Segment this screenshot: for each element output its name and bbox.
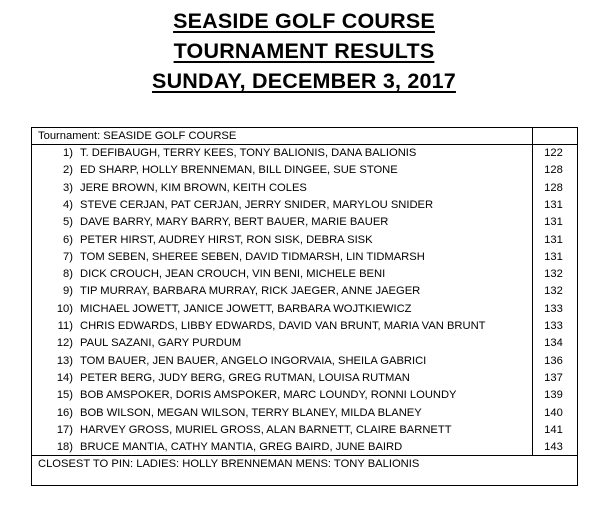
table-row	[32, 283, 577, 300]
results-heading: TOURNAMENT RESULTS	[173, 39, 435, 63]
team-names: PAUL SAZANI, GARY PURDUM	[80, 337, 242, 350]
table-row	[32, 439, 577, 456]
team-score: 137	[544, 371, 563, 384]
team-score: 136	[544, 354, 563, 367]
team-score: 131	[544, 216, 563, 229]
team-score: 131	[544, 233, 563, 246]
team-score: 132	[544, 285, 563, 298]
rank-number: 16)	[56, 406, 73, 419]
table-row	[32, 249, 577, 266]
team-names: TIP MURRAY, BARBARA MURRAY, RICK JAEGER, ANNE JAEGER	[80, 285, 421, 298]
rank-number: 7)	[63, 250, 73, 263]
team-names: CHRIS EDWARDS, LIBBY EDWARDS, DAVID VAN BRUNT, MARIA VAN BRUNT	[80, 320, 486, 332]
team-score: 122	[544, 147, 563, 159]
team-names: STEVE CERJAN, PAT CERJAN, JERRY SNIDER, MARYLOU SNIDER	[80, 198, 434, 211]
closest-to-pin-row	[32, 455, 577, 485]
rank-number: 9)	[63, 285, 73, 298]
rank-number: 5)	[63, 216, 73, 229]
table-row	[32, 353, 577, 370]
rank-number: 17)	[56, 423, 73, 436]
table-row	[32, 162, 577, 179]
document-title	[0, 6, 608, 96]
rank-number: 13)	[56, 354, 73, 367]
table-row	[32, 232, 577, 249]
table-row	[32, 145, 577, 162]
team-score: 133	[544, 302, 563, 315]
team-score: 139	[544, 389, 563, 402]
team-score: 128	[544, 181, 563, 194]
team-names: MICHAEL JOWETT, JANICE JOWETT, BARBARA WOJTKIEWICZ	[80, 302, 412, 315]
rank-number: 1)	[63, 147, 73, 159]
table-row	[32, 197, 577, 214]
table-row	[32, 422, 577, 439]
team-names: HARVEY GROSS, MURIEL GROSS, ALAN BARNETT, CLAIRE BARNETT	[80, 423, 452, 436]
tournament-label: Tournament: SEASIDE GOLF COURSE	[38, 130, 237, 142]
rank-number: 15)	[56, 389, 73, 402]
rank-number: 10)	[56, 302, 73, 315]
table-row	[32, 387, 577, 404]
team-names: T. DEFIBAUGH, TERRY KEES, TONY BALIONIS, DANA BALIONIS	[80, 147, 417, 159]
course-name-heading: SEASIDE GOLF COURSE	[173, 9, 435, 33]
rank-number: 4)	[63, 198, 73, 211]
team-score: 131	[544, 198, 563, 211]
table-row	[32, 180, 577, 197]
team-score: 133	[544, 320, 563, 332]
date-heading: SUNDAY, DECEMBER 3, 2017	[152, 69, 456, 93]
table-row	[32, 214, 577, 231]
team-score: 134	[544, 337, 563, 350]
team-score: 143	[544, 441, 563, 454]
team-names: DICK CROUCH, JEAN CROUCH, VIN BENI, MICHELE BENI	[80, 268, 386, 281]
team-names: ED SHARP, HOLLY BRENNEMAN, BILL DINGEE, SUE STONE	[80, 164, 398, 177]
rank-number: 12)	[56, 337, 73, 350]
closest-to-pin-text: CLOSEST TO PIN: LADIES: HOLLY BRENNEMAN MENS: TONY BALIONIS	[38, 458, 420, 470]
rank-number: 18)	[56, 441, 73, 454]
table-row	[32, 266, 577, 283]
team-names: TOM BAUER, JEN BAUER, ANGELO INGORVAIA, SHEILA GABRICI	[80, 354, 427, 367]
team-score: 128	[544, 164, 563, 177]
team-names: BRUCE MANTIA, CATHY MANTIA, GREG BAIRD, JUNE BAIRD	[80, 441, 403, 454]
table-row	[32, 405, 577, 422]
team-names: TOM SEBEN, SHEREE SEBEN, DAVID TIDMARSH, LIN TIDMARSH	[80, 250, 425, 263]
team-names: BOB AMSPOKER, DORIS AMSPOKER, MARC LOUNDY, RONNI LOUNDY	[80, 389, 457, 402]
results-table	[31, 127, 578, 486]
team-score: 132	[544, 268, 563, 281]
table-row	[32, 370, 577, 387]
team-score: 141	[544, 423, 563, 436]
team-score: 131	[544, 250, 563, 263]
team-names: DAVE BARRY, MARY BARRY, BERT BAUER, MARIE BAUER	[80, 216, 389, 229]
table-row	[32, 301, 577, 318]
team-names: PETER HIRST, AUDREY HIRST, RON SISK, DEBRA SISK	[80, 233, 373, 246]
rank-number: 8)	[63, 268, 73, 281]
rank-number: 6)	[63, 233, 73, 246]
table-row	[32, 318, 577, 335]
rank-number: 2)	[63, 164, 73, 177]
table-row	[32, 335, 577, 352]
rank-number: 11)	[57, 320, 73, 332]
rank-number: 3)	[63, 181, 73, 194]
table-header-row	[32, 128, 577, 145]
team-names: BOB WILSON, MEGAN WILSON, TERRY BLANEY, MILDA BLANEY	[80, 406, 422, 419]
team-names: PETER BERG, JUDY BERG, GREG RUTMAN, LOUISA RUTMAN	[80, 371, 410, 384]
team-score: 140	[544, 406, 563, 419]
rank-number: 14)	[56, 371, 73, 384]
team-names: JERE BROWN, KIM BROWN, KEITH COLES	[80, 181, 307, 194]
